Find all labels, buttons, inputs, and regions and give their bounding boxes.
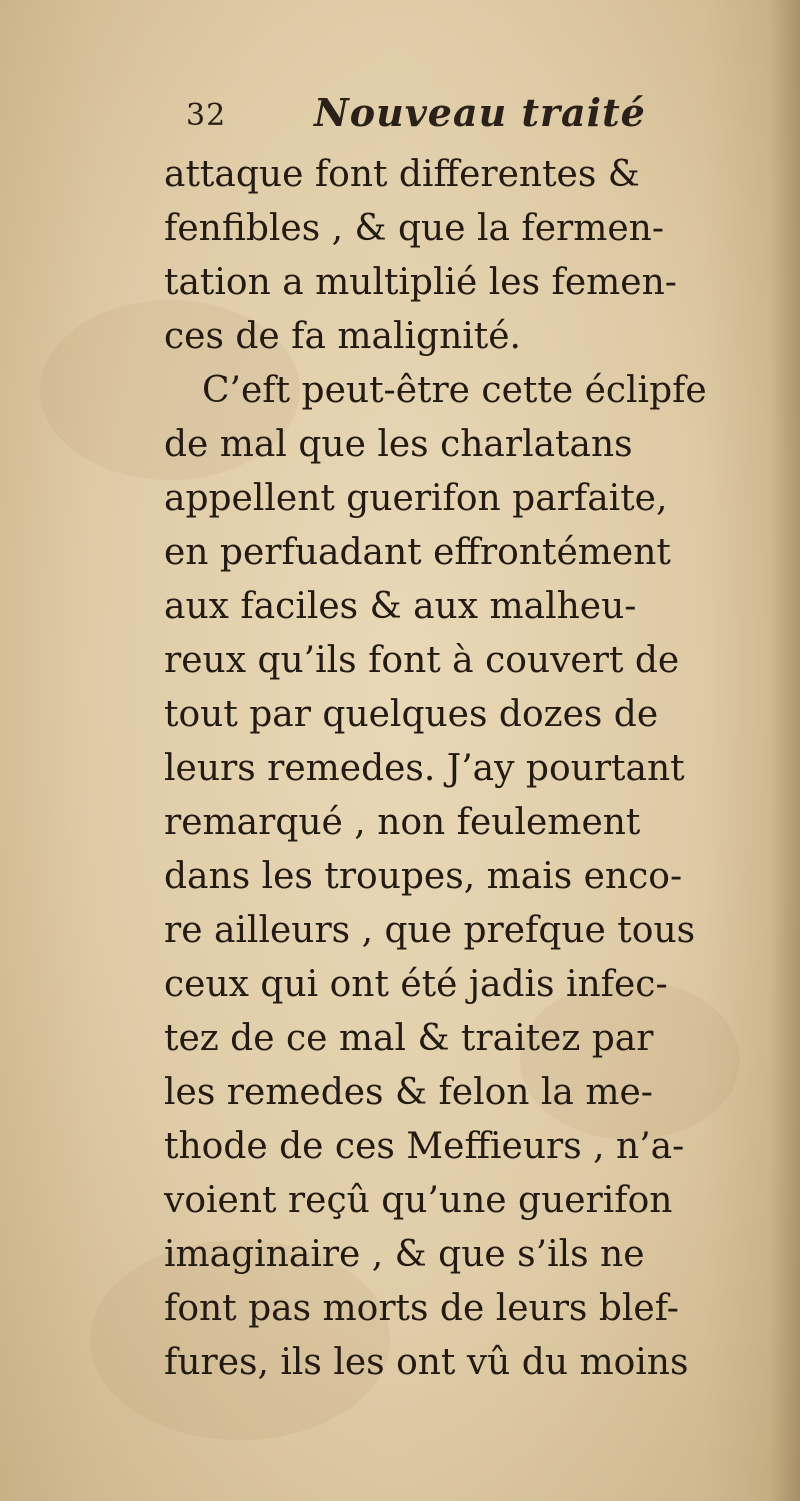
page-header <box>186 80 686 140</box>
text-line: voient reçû qu’une guerifon <box>164 1180 673 1221</box>
text-line: aux faciles & aux malheu- <box>164 586 637 627</box>
text-line: remarqué , non feulement <box>164 802 641 843</box>
text-line: leurs remedes. J’ay pourtant <box>164 748 685 789</box>
text-line: C’eft peut-être cette éclipfe <box>202 370 707 411</box>
text-line: attaque font differentes & <box>164 154 640 195</box>
text-line: appellent guerifon parfaite, <box>164 478 668 519</box>
text-line: tez de ce mal & traitez par <box>164 1018 654 1059</box>
text-line: re ailleurs , que prefque tous <box>164 910 696 951</box>
text-line: les remedes & felon la me- <box>164 1072 653 1113</box>
page-edge-shadow <box>770 0 800 1501</box>
body-text <box>164 148 764 1390</box>
text-line: fures, ils les ont vû du moins <box>164 1342 689 1383</box>
page-number: 32 <box>186 98 227 133</box>
text-line: ces de fa malignité. <box>164 316 521 357</box>
text-line: tout par quelques dozes de <box>164 694 659 735</box>
text-line: font pas morts de leurs blef- <box>164 1288 679 1329</box>
running-title: Nouveau traité <box>314 90 646 135</box>
text-line: ceux qui ont été jadis infec- <box>164 964 668 1005</box>
text-line: de mal que les charlatans <box>164 424 633 465</box>
text-line: fenfibles , & que la fermen- <box>164 208 665 249</box>
text-line: imaginaire , & que s’ils ne <box>164 1234 645 1275</box>
text-line: tation a multiplié les femen- <box>164 262 677 303</box>
text-line: dans les troupes, mais enco- <box>164 856 683 897</box>
text-line: en perfuadant effrontément <box>164 532 671 573</box>
text-line: reux qu’ils font à couvert de <box>164 640 680 681</box>
text-line: thode de ces Meffieurs , n’a- <box>164 1126 685 1167</box>
